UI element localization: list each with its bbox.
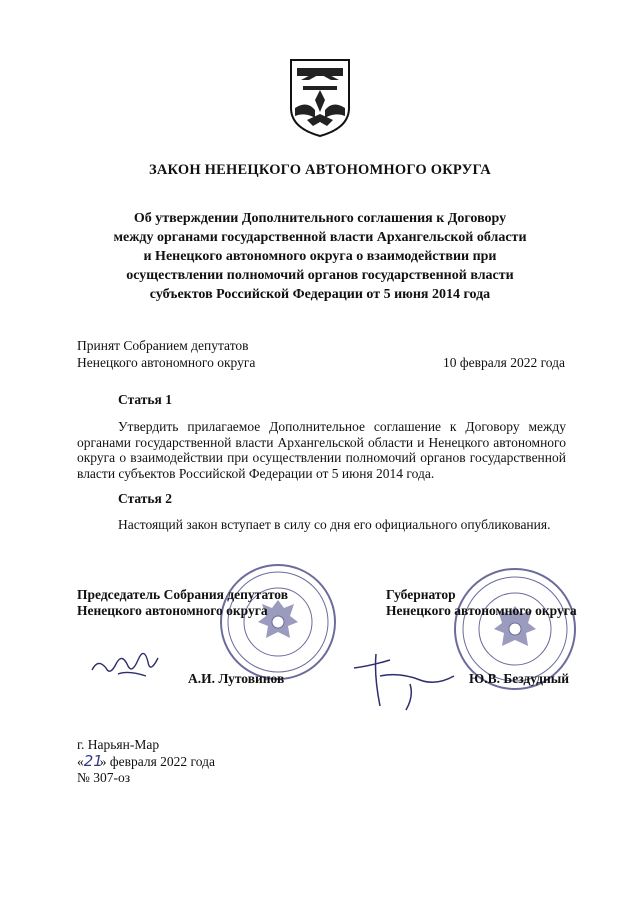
footer-law-number: № 307-оз xyxy=(77,770,131,785)
footer-date-day: 21 xyxy=(83,752,103,770)
law-title: ЗАКОН НЕНЕЦКОГО АВТОНОМНОГО ОКРУГА xyxy=(149,162,491,178)
adoption-date: 10 февраля 2022 года xyxy=(443,355,565,370)
signatory-right-title xyxy=(386,587,577,619)
footer-date xyxy=(77,753,215,770)
subtitle-line: и Ненецкого автономного округа о взаимодействии при xyxy=(143,249,497,264)
signatory-left-title-line2: Ненецкого автономного округа xyxy=(77,603,268,618)
signatory-left-title xyxy=(77,587,288,619)
signatory-left-title-line1: Председатель Собрания депутатов xyxy=(77,587,289,602)
seal-stamp-left-icon xyxy=(218,562,338,682)
law-subtitle xyxy=(90,209,550,304)
subtitle-line: Об утверждении Дополнительного соглашения к Договору xyxy=(133,211,507,226)
signatory-right-name: Ю.В. Бездудный xyxy=(469,671,570,686)
adopted-by-line1: Принят Собранием депутатов xyxy=(77,338,249,353)
footer-place: г. Нарьян-Мар xyxy=(77,737,160,752)
signature-right-icon xyxy=(350,646,460,716)
subtitle-line: осуществлении полномочий органов государственной власти xyxy=(126,268,514,283)
adoption-info xyxy=(77,337,565,371)
document-footer xyxy=(77,737,215,786)
adopted-by-line2: Ненецкого автономного округа xyxy=(77,355,256,370)
signature-left-icon xyxy=(88,640,168,688)
signatory-right-title-line2: Ненецкого автономного округа xyxy=(386,603,577,618)
footer-date-open: « xyxy=(77,754,84,769)
article-2-heading: Статья 2 xyxy=(118,491,172,506)
footer-date-rest: » февраля 2022 года xyxy=(99,754,215,769)
article-2-text: Настоящий закон вступает в силу со дня его официального опубликования. xyxy=(118,517,551,532)
subtitle-line: субъектов Российской Федерации от 5 июня 2014 года xyxy=(149,287,491,302)
article-1-text: Утвердить прилагаемое Дополнительное соглашение к Договору между органами государственной власти Архангельской области и Ненецкого автономного округа о взаимодействии при осуществлении полномочий органов государственной власти субъектов Российской Федерации от 5 июня 2014 года. xyxy=(77,419,566,481)
coat-of-arms-emblem-icon xyxy=(287,56,353,138)
article-1-heading: Статья 1 xyxy=(118,392,172,407)
subtitle-line: между органами государственной власти Архангельской области xyxy=(113,230,527,245)
signatory-left-name: А.И. Лутовинов xyxy=(188,671,285,686)
signatory-right-title-line1: Губернатор xyxy=(386,587,456,602)
